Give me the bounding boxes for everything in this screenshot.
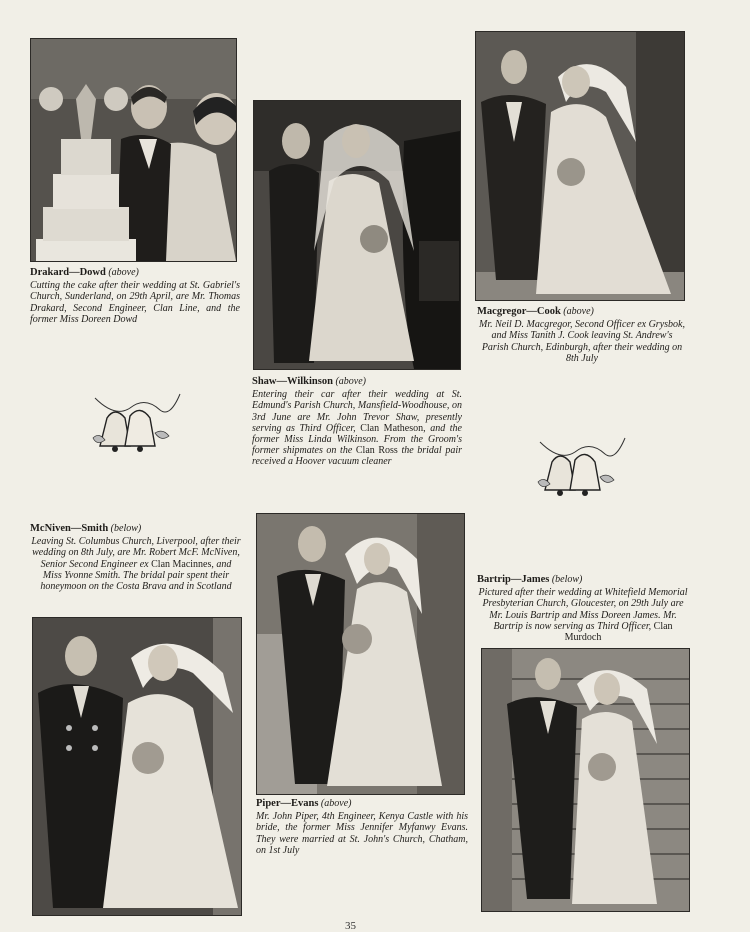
caption-names: Shaw—Wilkinson bbox=[252, 376, 333, 387]
wedding-bells-icon bbox=[85, 388, 185, 463]
caption-shaw-wilkinson bbox=[252, 376, 462, 468]
caption-text: Mr. John Piper, 4th Engineer, Kenya Castle with his bride, the former Miss Jennifer Myfanwy Evans. They were married at St. John's Church, Chatham, on 1st July bbox=[256, 811, 468, 856]
caption-position: (below) bbox=[110, 523, 142, 534]
caption-text-part: and the former Miss Linda Wilkinson. From the Groom's former shipmates on the bbox=[252, 422, 462, 457]
caption-macgregor-cook bbox=[477, 306, 687, 364]
caption-position: (above) bbox=[108, 267, 139, 278]
caption-text-part: Entering their car after their wedding at St. Edmund's Parish Church, Mansfield-Woodhouse, on 3rd June are Mr. John Trevor Shaw, presently serving as Third Officer, bbox=[252, 389, 462, 434]
ship-name: Clan Matheson, bbox=[360, 422, 426, 434]
photo-macgregor-cook bbox=[475, 31, 685, 301]
page-number: 35 bbox=[345, 920, 356, 932]
caption-mcniven-smith bbox=[30, 523, 242, 592]
photo-shaw-wilkinson bbox=[253, 100, 461, 370]
caption-names: McNiven—Smith bbox=[30, 523, 109, 534]
photo-drakard-dowd bbox=[30, 38, 237, 262]
caption-piper-evans bbox=[256, 798, 468, 856]
photo-piper-evans bbox=[256, 513, 465, 795]
caption-text-part: and Miss Yvonne Smith. The bridal pair spent their honeymoon on the Costa Brava and in Scotland bbox=[40, 558, 232, 593]
caption-drakard-dowd bbox=[30, 267, 240, 325]
wedding-bells-icon bbox=[530, 432, 630, 507]
caption-bartrip-james bbox=[477, 574, 689, 643]
caption-position: (below) bbox=[551, 574, 583, 585]
caption-names: Bartrip—James bbox=[477, 574, 550, 585]
caption-position: (above) bbox=[335, 376, 366, 387]
ship-name: Clan Ross bbox=[355, 445, 398, 457]
ship-name: Clan Macinnes, bbox=[151, 558, 214, 570]
caption-text bbox=[477, 587, 689, 643]
caption-text-part: the bridal pair received a Hoover vacuum cleaner bbox=[252, 445, 462, 468]
caption-text bbox=[30, 536, 242, 592]
ship-name: Clan Murdoch bbox=[564, 620, 673, 644]
caption-position: (above) bbox=[563, 306, 594, 317]
caption-text-part: Pictured after their wedding at Whitefield Memorial Presbyterian Church, Gloucester, on 29th July are Mr. Louis Bartrip and Miss Doreen James. Mr. Bartrip is now serving as Third Officer, bbox=[478, 587, 688, 632]
caption-names: Macgregor—Cook bbox=[477, 306, 561, 317]
caption-text-part: Leaving St. Columbus Church, Liverpool, after their wedding on 8th July, are Mr. Robert McF. McNiven, Senior Second Engineer ex bbox=[31, 536, 241, 570]
caption-names: Piper—Evans bbox=[256, 798, 319, 809]
caption-position: (above) bbox=[320, 798, 352, 809]
photo-mcniven-smith bbox=[32, 617, 242, 916]
caption-text: Mr. Neil D. Macgregor, Second Officer ex Grysbok, and Miss Tanith J. Cook leaving St. Andrew's Parish Church, Edinburgh, after their wedding on 8th July bbox=[479, 319, 685, 364]
caption-text: Cutting the cake after their wedding at St. Gabriel's Church, Sunderland, on 29th April, are Mr. Thomas Drakard, Second Engineer, Clan Line, and the former Miss Doreen Dowd bbox=[30, 280, 240, 325]
caption-text bbox=[252, 389, 462, 467]
photo-bartrip-james bbox=[481, 648, 690, 912]
caption-names: Drakard—Dowd bbox=[30, 267, 106, 278]
